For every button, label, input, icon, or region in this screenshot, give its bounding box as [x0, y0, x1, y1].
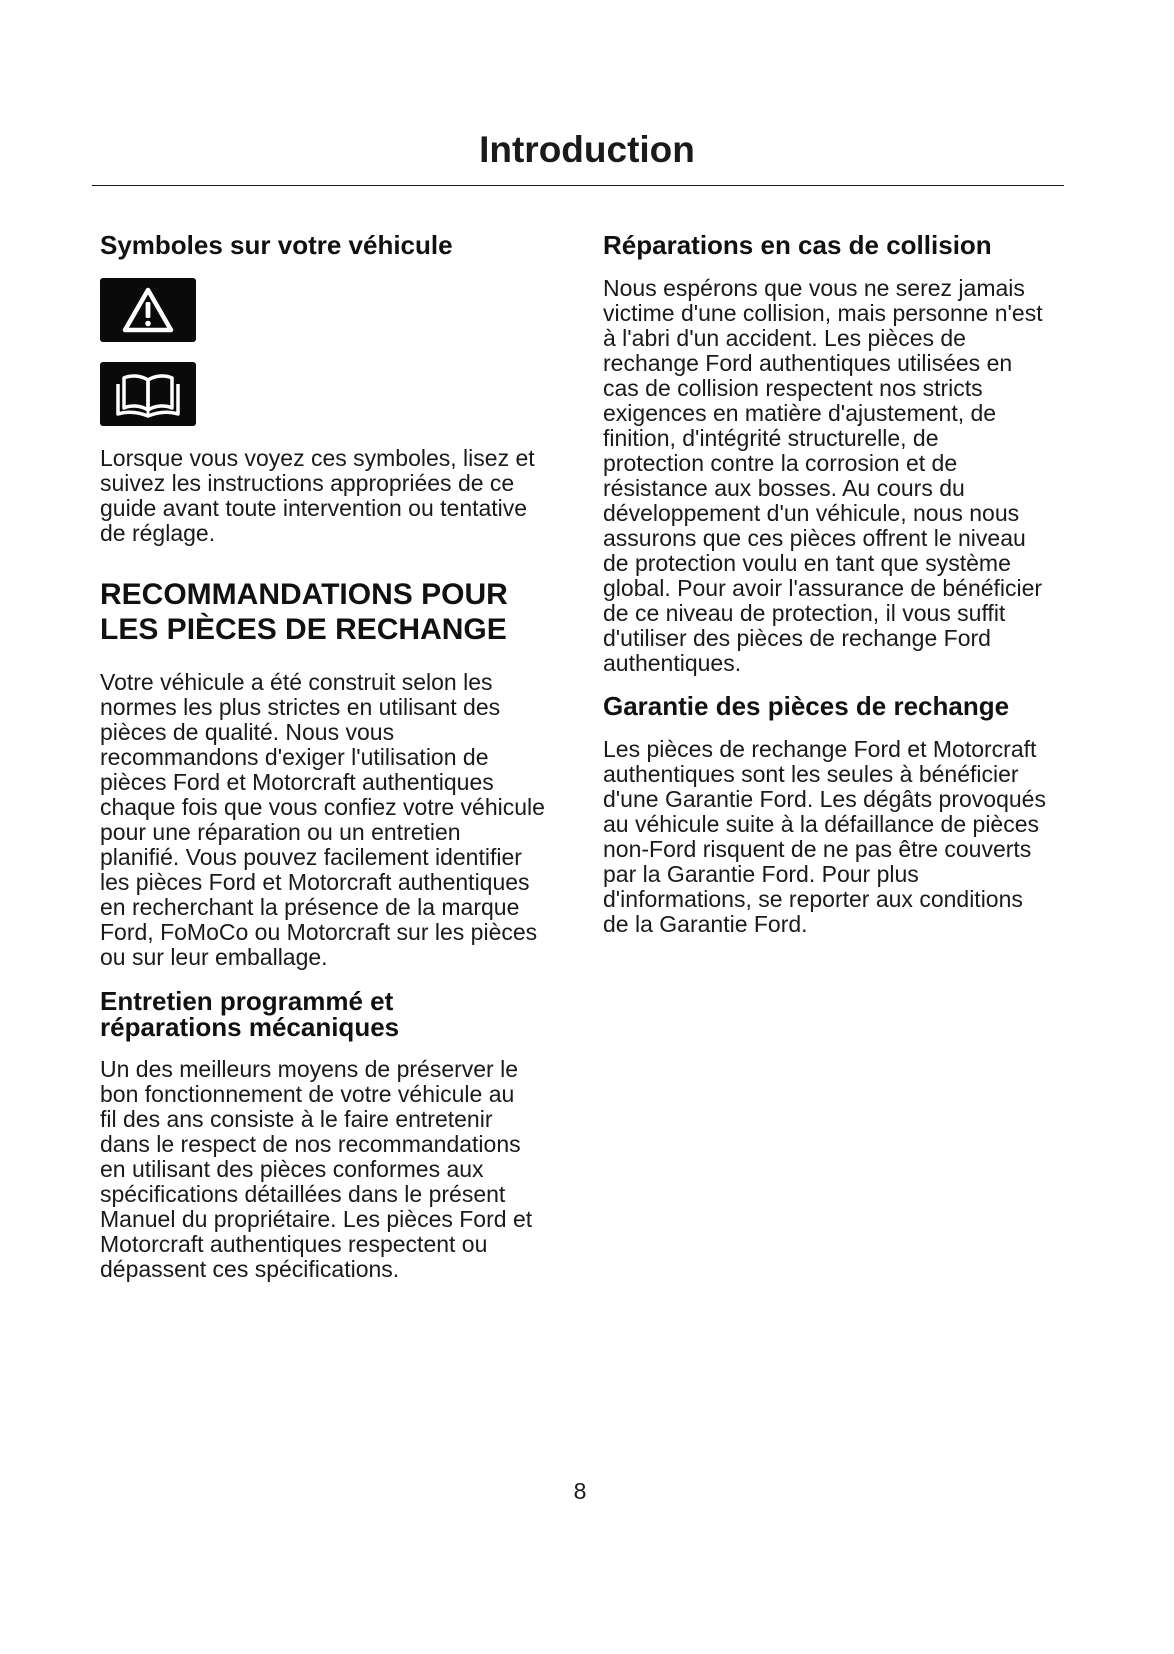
parts-text-line: normes les plus strictes en utilisant des	[100, 694, 501, 720]
collision-text-line: cas de collision respectent nos stricts	[603, 375, 983, 401]
collision-text-line: de ce niveau de protection, il vous suffit	[603, 600, 1006, 626]
collision-text-line: de protection voulu en tant que système	[603, 550, 1011, 576]
page-number: 8	[573, 1478, 587, 1504]
maintenance-text-line: spécifications détaillées dans le présent	[100, 1181, 506, 1207]
parts-text-line: recommandons d'exiger l'utilisation de	[100, 744, 489, 770]
collision-text-line: authentiques.	[603, 650, 742, 676]
symbols-text-line: guide avant toute intervention ou tentative	[100, 495, 528, 521]
left-column	[100, 0, 560, 1654]
warranty-heading: Garantie des pièces de rechange	[603, 691, 1010, 721]
warranty-text-line: Les pièces de rechange Ford et Motorcraft	[603, 736, 1037, 762]
parts-text-line: les pièces Ford et Motorcraft authentiques	[100, 869, 530, 895]
collision-text-line: d'utiliser des pièces de rechange Ford	[603, 625, 991, 651]
symbols-text-line: Lorsque vous voyez ces symboles, lisez et	[100, 445, 535, 471]
collision-text-line: exigences en matière d'ajustement, de	[603, 400, 997, 426]
parts-text-line: en recherchant la présence de la marque	[100, 894, 520, 920]
collision-text-line: Nous espérons que vous ne serez jamais	[603, 275, 1025, 301]
open-book-icon	[100, 362, 196, 426]
maintenance-text-line: Manuel du propriétaire. Les pièces Ford et	[100, 1206, 533, 1232]
warranty-text-line: d'une Garantie Ford. Les dégâts provoqués	[603, 786, 1046, 812]
warranty-text-line: par la Garantie Ford. Pour plus	[603, 861, 919, 887]
parts-text-line: pièces Ford et Motorcraft authentiques	[100, 769, 494, 795]
warranty-text-line: au véhicule suite à la défaillance de pièces	[603, 811, 1040, 837]
parts-text-line: pour une réparation ou un entretien	[100, 819, 461, 845]
maintenance-text-line: dépassent ces spécifications.	[100, 1256, 400, 1282]
warranty-text-line: non-Ford risquent de ne pas être couverts	[603, 836, 1032, 862]
parts-text-line: ou sur leur emballage.	[100, 944, 328, 970]
symbols-text-line: de réglage.	[100, 520, 216, 546]
collision-text-line: victime d'une collision, mais personne n'est	[603, 300, 1043, 326]
maintenance-heading-line: réparations mécaniques	[100, 1012, 400, 1042]
maintenance-text-line: fil des ans consiste à le faire entretenir	[100, 1106, 493, 1132]
symbols-heading: Symboles sur votre véhicule	[100, 230, 453, 260]
parts-heading-line: RECOMMANDATIONS POUR	[100, 578, 508, 611]
collision-text-line: assurons que ces pièces offrent le niveau	[603, 525, 1026, 551]
collision-text-line: protection contre la corrosion et de	[603, 450, 958, 476]
parts-text-line: Ford, FoMoCo ou Motorcraft sur les pièces	[100, 919, 538, 945]
parts-text-line: chaque fois que vous confiez votre véhicule	[100, 794, 545, 820]
collision-text-line: rechange Ford authentiques utilisées en	[603, 350, 1013, 376]
maintenance-text-line: bon fonctionnement de votre véhicule au	[100, 1081, 515, 1107]
parts-text-line: Votre véhicule a été construit selon les	[100, 669, 493, 695]
warranty-text-line: d'informations, se reporter aux conditions	[603, 886, 1023, 912]
parts-text-line: planifié. Vous pouvez facilement identifier	[100, 844, 522, 870]
right-column	[603, 0, 1073, 1654]
symbols-text-line: suivez les instructions appropriées de ce	[100, 470, 515, 496]
collision-text-line: résistance aux bosses. Au cours du	[603, 475, 965, 501]
collision-text-line: finition, d'intégrité structurelle, de	[603, 425, 939, 451]
maintenance-text-line: Motorcraft authentiques respectent ou	[100, 1231, 488, 1257]
maintenance-text-line: en utilisant des pièces conformes aux	[100, 1156, 484, 1182]
page-title: Introduction	[479, 129, 695, 170]
manual-symbol-box	[100, 362, 196, 426]
maintenance-heading-line: Entretien programmé et	[100, 986, 394, 1016]
collision-text-line: à l'abri d'un accident. Les pièces de	[603, 325, 966, 351]
warranty-text-line: de la Garantie Ford.	[603, 911, 808, 937]
collision-heading: Réparations en cas de collision	[603, 230, 992, 260]
collision-text-line: développement d'un véhicule, nous nous	[603, 500, 1020, 526]
parts-heading-line: LES PIÈCES DE RECHANGE	[100, 613, 507, 646]
warning-symbol-box	[100, 278, 196, 342]
parts-text-line: pièces de qualité. Nous vous	[100, 719, 395, 745]
warning-triangle-icon	[100, 278, 196, 342]
warranty-text-line: authentiques sont les seules à bénéficier	[603, 761, 1019, 787]
maintenance-text-line: dans le respect de nos recommandations	[100, 1131, 521, 1157]
collision-text-line: global. Pour avoir l'assurance de bénéficier	[603, 575, 1043, 601]
maintenance-text-line: Un des meilleurs moyens de préserver le	[100, 1056, 519, 1082]
